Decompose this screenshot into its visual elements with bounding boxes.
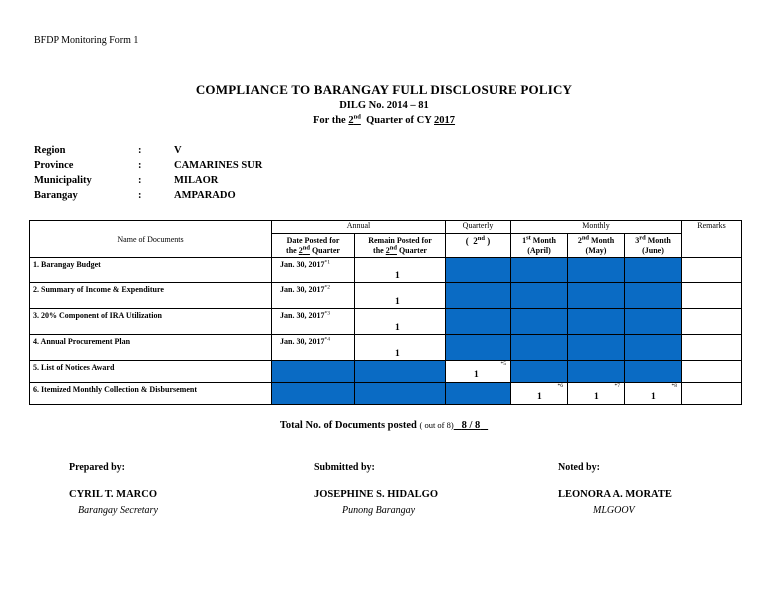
table-row: 2. Summary of Income & Expenditure Jan. 30, 2017$^{*2}$ 1 bbox=[30, 283, 742, 309]
noted-by-caption: Noted by: bbox=[558, 462, 600, 473]
noted-by-role: MLGOOV bbox=[593, 505, 635, 516]
quarter-middle: Quarter of CY bbox=[366, 115, 432, 126]
table-row: 1. Barangay Budget Jan. 30, 2017$^{*1}$ 1 bbox=[30, 258, 742, 283]
header-remain-posted: Remain Posted for the 2nd Quarter bbox=[355, 234, 446, 258]
location-info bbox=[34, 145, 262, 205]
quarter-line bbox=[0, 115, 768, 126]
header-month-3: 3rd Month (June) bbox=[625, 234, 682, 258]
prepared-by-name: CYRIL T. MARCO bbox=[69, 489, 157, 500]
submitted-by-role: Punong Barangay bbox=[342, 505, 416, 516]
quarter-number: 2nd bbox=[348, 113, 361, 126]
header-monthly: Monthly bbox=[511, 221, 682, 234]
total-value: 8 / 8 bbox=[461, 420, 481, 431]
submitted-by-name: JOSEPHINE S. HIDALGO bbox=[314, 489, 438, 500]
info-row-barangay: Barangay : AMPARADO bbox=[34, 190, 236, 201]
quarter-prefix: For the bbox=[312, 115, 346, 126]
document-title: COMPLIANCE TO BARANGAY FULL DISCLOSURE POLICY bbox=[195, 82, 573, 97]
total-documents: Total No. of Documents posted ( out of 8) 8 / 8 bbox=[0, 420, 768, 431]
table-row: 4. Annual Procurement Plan Jan. 30, 2017$^{*4}$ 1 bbox=[30, 335, 742, 361]
table-row: 5. List of Notices Award *5 1 bbox=[30, 361, 742, 383]
prepared-by-caption: Prepared by: bbox=[69, 462, 126, 473]
header-month-2: 2nd Month (May) bbox=[568, 234, 625, 258]
header-quarterly: Quarterly bbox=[446, 221, 511, 234]
header-date-posted: Date Posted for the 2nd Quarter bbox=[272, 234, 355, 258]
header-annual: Annual bbox=[272, 221, 446, 234]
prepared-by-role: Barangay Secretary bbox=[78, 505, 158, 516]
header-remarks: Remarks bbox=[682, 221, 742, 258]
form-label: BFDP Monitoring Form 1 bbox=[34, 35, 139, 46]
document-subtitle: DILG No. 2014 – 81 bbox=[339, 100, 429, 111]
table-row: 6. Itemized Monthly Collection & Disbursement *6 1 *7 1 *8 1 bbox=[30, 383, 742, 405]
info-row-province: Province : CAMARINES SUR bbox=[34, 160, 263, 171]
header-month-1: 1st Month (April) bbox=[511, 234, 568, 258]
compliance-table bbox=[29, 220, 742, 405]
info-row-municipality: Municipality : MILAOR bbox=[34, 175, 219, 186]
noted-by-name: LEONORA A. MORATE bbox=[558, 489, 672, 500]
submitted-by-caption: Submitted by: bbox=[314, 462, 375, 473]
header-quarterly-2nd: ( 2nd ) bbox=[446, 234, 511, 258]
table-row: 3. 20% Component of IRA Utilization Jan. 30, 2017$^{*3}$ 1 bbox=[30, 309, 742, 335]
info-row-region: Region : V bbox=[34, 145, 182, 156]
header-name-of-documents: Name of Documents bbox=[30, 221, 272, 258]
quarter-year: 2017 bbox=[434, 115, 456, 126]
